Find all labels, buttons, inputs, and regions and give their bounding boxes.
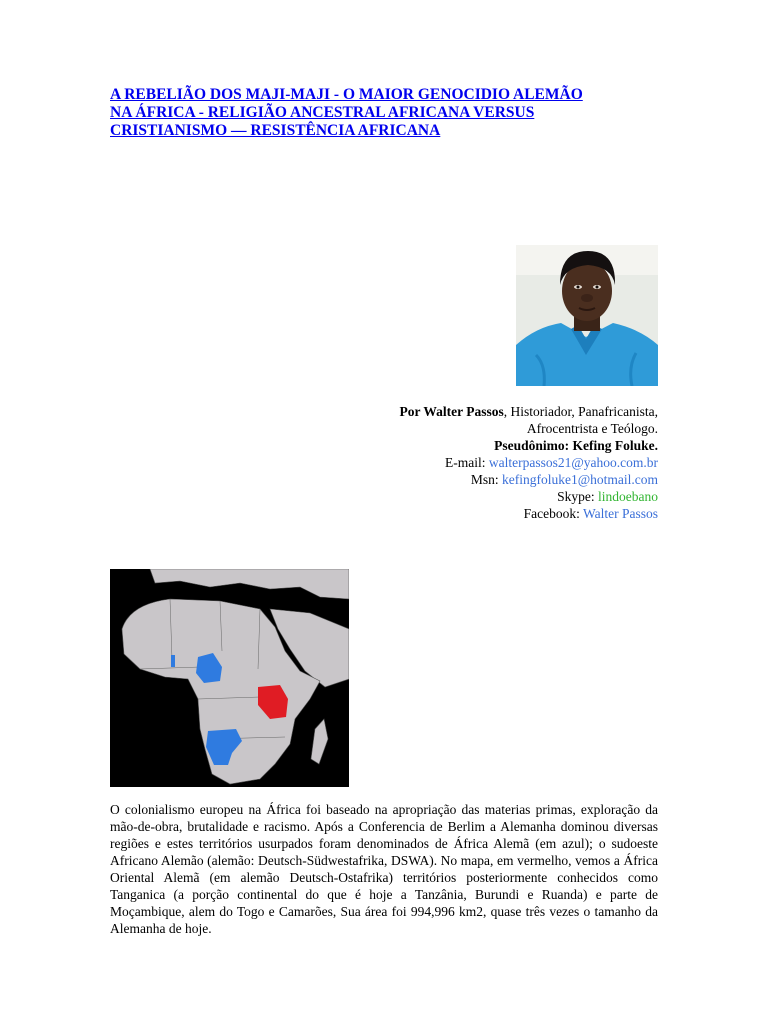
facebook-row (238, 505, 658, 522)
facebook-link[interactable]: Walter Passos (582, 506, 658, 521)
email-label: E-mail: (444, 455, 489, 470)
author-roles-1: , Historiador, Panafricanista, (503, 404, 658, 419)
author-roles-2: Afrocentrista e Teólogo. (526, 421, 658, 436)
author-pseudonym: Pseudônimo: Kefing Foluke. (494, 438, 658, 453)
author-byline (238, 403, 658, 522)
skype-label: Skype: (557, 489, 598, 504)
msn-link[interactable]: kefingfoluke1@hotmail.com (501, 472, 658, 487)
article-title (110, 86, 670, 140)
msn-label: Msn: (470, 472, 502, 487)
title-line-2: NA ÁFRICA - RELIGIÃO ANCESTRAL AFRICANA VERSUS (110, 104, 535, 121)
africa-colonial-map (110, 569, 349, 787)
author-name: Por Walter Passos (399, 404, 504, 419)
africa-map-image (110, 569, 349, 787)
article-paragraph: O colonialismo europeu na África foi baseado na apropriação das materias primas, exploração da mão-de-obra, brutalidade e racismo. Após a Conferencia de Berlim a Alemanha dominou diversas regiões e estes territórios usurpados foram denominados de África Alemã (em azul); o sudoeste Africano Alemão (alemão: Deutsch-Südwestafrika, DSWA). No mapa, em vermelho, vemos a África Oriental Alemã (em alemão Deutsch-Ostafrika) territórios posteriormente conhecidos como Tanganica (a porção continental do que é hoje a Tanzânia, Burundi e Ruanda) e parte de Moçambique, alem do Togo e Camarões, Sua área foi 994,996 km2, quase três vezes o tamanho da Alemanha de hoje. (110, 802, 658, 936)
pseudonym-row (238, 437, 658, 454)
title-line-3: CRISTIANISMO — RESISTÊNCIA AFRICANA (110, 122, 441, 139)
facebook-label: Facebook: (523, 506, 583, 521)
email-link[interactable]: walterpassos21@yahoo.com.br (488, 455, 658, 470)
email-row (238, 454, 658, 471)
msn-row (238, 471, 658, 488)
author-photo (516, 245, 658, 386)
article-title-link[interactable] (110, 86, 583, 139)
title-line-1: A REBELIÃO DOS MAJI-MAJI - O MAIOR GENOCIDIO ALEMÃO (110, 86, 583, 103)
author-portrait-image (516, 245, 658, 386)
byline-name-row (238, 403, 658, 420)
skype-link[interactable]: lindoebano (598, 489, 658, 504)
skype-row (238, 488, 658, 505)
